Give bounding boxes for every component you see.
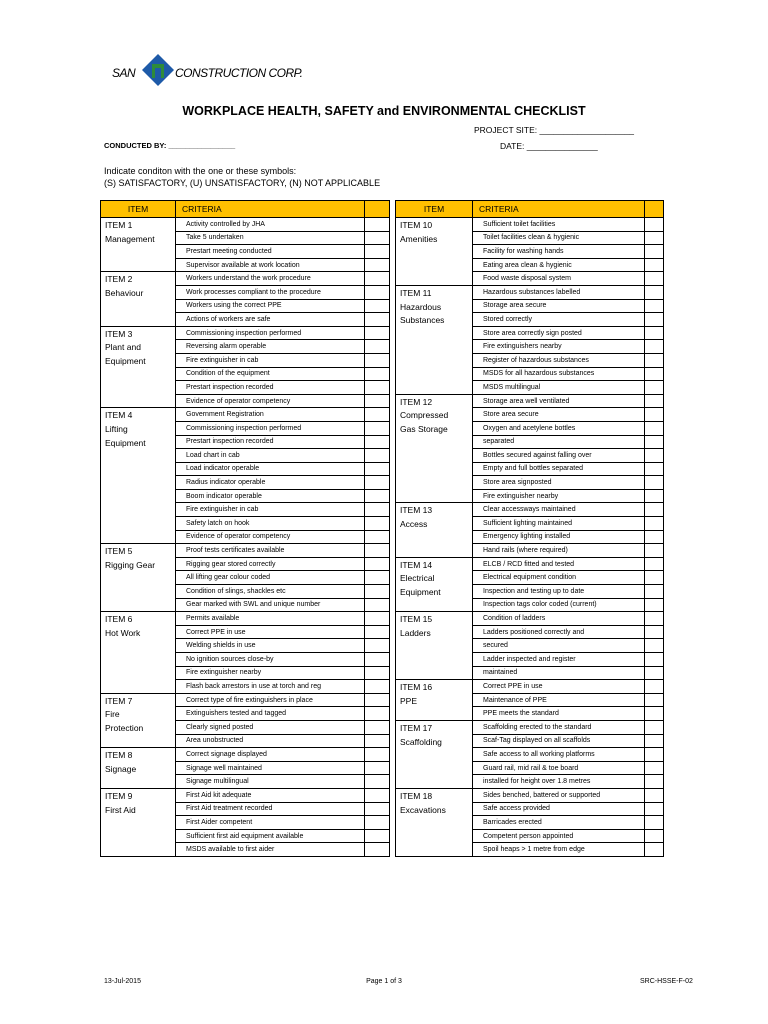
status-cell[interactable]	[645, 218, 664, 232]
status-cell[interactable]	[645, 598, 664, 612]
criteria-cell: Rigging gear stored correctly	[176, 557, 365, 571]
status-cell[interactable]	[645, 829, 664, 843]
status-cell[interactable]	[365, 408, 390, 422]
criteria-cell: Fire extinguisher nearby	[473, 489, 645, 503]
instruction-line: Indicate conditon with the one or these symbols:	[104, 166, 297, 176]
item-label-line: Lifting	[105, 423, 128, 434]
table-row	[396, 612, 664, 626]
status-cell[interactable]	[645, 517, 664, 531]
criteria-cell: Area unobstructed	[176, 734, 365, 748]
item-label-line: Equipment	[105, 437, 146, 448]
status-cell[interactable]	[645, 625, 664, 639]
item-label	[101, 748, 176, 789]
status-cell[interactable]	[365, 680, 390, 694]
criteria-cell: First Aider competent	[176, 816, 365, 830]
criteria-cell: Extinguishers tested and tagged	[176, 707, 365, 721]
status-cell[interactable]	[365, 326, 390, 340]
status-cell[interactable]	[365, 625, 390, 639]
criteria-cell: Sides benched, battered or supported	[473, 788, 645, 802]
criteria-cell: Register of hazardous substances	[473, 353, 645, 367]
criteria-cell: Ladder inspected and register	[473, 653, 645, 667]
criteria-cell: ELCB / RCD fitted and tested	[473, 557, 645, 571]
criteria-cell: Supervisor available at work location	[176, 258, 365, 272]
criteria-cell: Work processes compliant to the procedure	[176, 285, 365, 299]
status-cell[interactable]	[365, 693, 390, 707]
item-label	[396, 285, 473, 394]
item-label	[101, 326, 176, 408]
criteria-cell: MSDS multilingual	[473, 381, 645, 395]
criteria-cell: Reversing alarm operable	[176, 340, 365, 354]
status-cell[interactable]	[365, 748, 390, 762]
document-title: WORKPLACE HEALTH, SAFETY and ENVIRONMENTAL CHECKLIST	[182, 104, 586, 118]
item-label-line: Equipment	[400, 587, 441, 598]
criteria-cell: Prestart inspection recorded	[176, 435, 365, 449]
criteria-cell: Commissioning inspection performed	[176, 421, 365, 435]
status-cell[interactable]	[645, 788, 664, 802]
status-cell[interactable]	[645, 530, 664, 544]
criteria-cell: Competent person appointed	[473, 829, 645, 843]
criteria-cell: First Aid kit adequate	[176, 788, 365, 802]
criteria-cell: Signage multilingual	[176, 775, 365, 789]
status-cell[interactable]	[365, 843, 390, 857]
criteria-cell: Boom indicator operable	[176, 489, 365, 503]
item-label-line: ITEM 14	[400, 559, 433, 570]
status-cell[interactable]	[645, 557, 664, 571]
criteria-cell: MSDS for all hazardous substances	[473, 367, 645, 381]
status-cell[interactable]	[365, 557, 390, 571]
criteria-cell: Permits available	[176, 612, 365, 626]
criteria-cell: Maintenance of PPE	[473, 693, 645, 707]
status-cell[interactable]	[645, 503, 664, 517]
criteria-cell: Guard rail, mid rail & toe board	[473, 761, 645, 775]
status-cell[interactable]	[645, 775, 664, 789]
table-row	[101, 326, 390, 340]
item-label	[101, 788, 176, 856]
criteria-cell: separated	[473, 435, 645, 449]
status-cell[interactable]	[365, 462, 390, 476]
status-cell[interactable]	[365, 666, 390, 680]
criteria-cell: Take 5 undertaken	[176, 231, 365, 245]
item-label-line: Plant and	[105, 342, 141, 353]
item-label	[101, 408, 176, 544]
criteria-cell: Facility for washing hands	[473, 245, 645, 259]
criteria-cell: Load indicator operable	[176, 462, 365, 476]
item-label-line: Compressed	[400, 410, 449, 421]
item-label-line: Scaffolding	[400, 736, 442, 747]
table-row	[396, 285, 664, 299]
criteria-cell: Prestart meeting conducted	[176, 245, 365, 259]
item-label-line: Fire	[105, 709, 120, 720]
criteria-cell: Workers using the correct PPE	[176, 299, 365, 313]
table-row	[101, 544, 390, 558]
criteria-cell: Hazardous substances labelled	[473, 285, 645, 299]
status-cell[interactable]	[365, 353, 390, 367]
criteria-cell: Activity controlled by JHA	[176, 218, 365, 232]
status-cell[interactable]	[645, 748, 664, 762]
criteria-cell: Storage area secure	[473, 299, 645, 313]
criteria-cell: Load chart in cab	[176, 449, 365, 463]
checklist-table-right	[395, 200, 664, 857]
criteria-cell: Proof tests certificates available	[176, 544, 365, 558]
criteria-cell: Commissioning inspection performed	[176, 326, 365, 340]
table-row	[396, 720, 664, 734]
item-label-line: ITEM 6	[105, 614, 133, 625]
criteria-cell: Fire extinguisher in cab	[176, 503, 365, 517]
item-label	[101, 612, 176, 694]
table-row	[396, 394, 664, 408]
item-label-line: ITEM 3	[105, 328, 133, 339]
criteria-cell: Fire extinguishers nearby	[473, 340, 645, 354]
status-cell[interactable]	[645, 544, 664, 558]
status-cell[interactable]	[645, 693, 664, 707]
project-site-field[interactable]: PROJECT SITE: ____________________	[474, 125, 635, 135]
table-row	[396, 503, 664, 517]
criteria-cell: Inspection and testing up to date	[473, 585, 645, 599]
item-label-line: PPE	[400, 695, 418, 706]
criteria-cell: Sufficient first aid equipment available	[176, 829, 365, 843]
item-label	[396, 788, 473, 856]
item-label-line: ITEM 10	[400, 220, 433, 230]
status-cell[interactable]	[365, 394, 390, 408]
criteria-cell: Inspection tags color coded (current)	[473, 598, 645, 612]
criteria-cell: Eating area clean & hygienic	[473, 258, 645, 272]
instructions	[104, 165, 380, 189]
status-cell[interactable]	[365, 299, 390, 313]
status-cell[interactable]	[365, 598, 390, 612]
status-cell[interactable]	[365, 734, 390, 748]
status-cell[interactable]	[365, 775, 390, 789]
status-cell[interactable]	[365, 829, 390, 843]
item-label-line: ITEM 9	[105, 790, 133, 801]
criteria-cell: Actions of workers are safe	[176, 313, 365, 327]
status-cell[interactable]	[645, 449, 664, 463]
item-label	[396, 720, 473, 788]
item-label-line: ITEM 17	[400, 722, 433, 733]
status-cell[interactable]	[365, 231, 390, 245]
status-cell[interactable]	[365, 272, 390, 286]
footer-date: 13-Jul-2015	[104, 978, 141, 985]
criteria-cell: maintained	[473, 666, 645, 680]
criteria-cell: Clear accessways maintained	[473, 503, 645, 517]
status-cell[interactable]	[365, 653, 390, 667]
status-cell[interactable]	[365, 517, 390, 531]
status-cell[interactable]	[365, 258, 390, 272]
criteria-cell: Electrical equipment condition	[473, 571, 645, 585]
criteria-cell: Store area secure	[473, 408, 645, 422]
status-cell[interactable]	[365, 421, 390, 435]
criteria-cell: Safe access provided	[473, 802, 645, 816]
table-row	[101, 408, 390, 422]
criteria-cell: Food waste disposal system	[473, 272, 645, 286]
criteria-cell: First Aid treatment recorded	[176, 802, 365, 816]
item-label-line: Ladders	[400, 627, 431, 638]
status-cell[interactable]	[645, 245, 664, 259]
criteria-cell: Store area signposted	[473, 476, 645, 490]
status-cell[interactable]	[645, 612, 664, 626]
criteria-cell: Evidence of operator competency	[176, 530, 365, 544]
criteria-cell: Sufficient lighting maintained	[473, 517, 645, 531]
status-cell[interactable]	[365, 612, 390, 626]
item-label-line: ITEM 12	[400, 396, 433, 407]
criteria-cell: Gear marked with SWL and unique number	[176, 598, 365, 612]
item-header: ITEM	[396, 201, 473, 218]
status-cell[interactable]	[645, 285, 664, 299]
criteria-cell: Condition of the equipment	[176, 367, 365, 381]
criteria-cell: All lifting gear colour coded	[176, 571, 365, 585]
status-cell[interactable]	[645, 435, 664, 449]
criteria-cell: Toilet facilities clean & hygienic	[473, 231, 645, 245]
status-cell[interactable]	[365, 639, 390, 653]
status-cell[interactable]	[365, 285, 390, 299]
criteria-cell: Storage area well ventilated	[473, 394, 645, 408]
criteria-header: CRITERIA	[176, 201, 365, 218]
criteria-cell: Stored correctly	[473, 313, 645, 327]
item-label-line: Hazardous	[400, 301, 442, 312]
status-cell[interactable]	[365, 340, 390, 354]
criteria-cell: Emergency lighting installed	[473, 530, 645, 544]
item-label-line: Equipment	[105, 355, 146, 366]
criteria-cell: Barricades erected	[473, 816, 645, 830]
item-label	[396, 503, 473, 557]
status-cell[interactable]	[645, 326, 664, 340]
logo-text-left: SAN	[112, 66, 136, 80]
criteria-cell: Scaf-Tag displayed on all scaffolds	[473, 734, 645, 748]
criteria-cell: Condition of slings, shackles etc	[176, 585, 365, 599]
item-label-line: ITEM 18	[400, 790, 433, 801]
status-cell[interactable]	[645, 720, 664, 734]
item-label-line: ITEM 16	[400, 682, 433, 693]
item-label	[396, 612, 473, 680]
table-row	[101, 788, 390, 802]
item-label-line: Gas Storage	[400, 423, 448, 434]
item-label-line: Substances	[400, 315, 445, 326]
criteria-cell: PPE meets the standard	[473, 707, 645, 721]
criteria-cell: secured	[473, 639, 645, 653]
status-cell[interactable]	[645, 734, 664, 748]
status-cell[interactable]	[645, 272, 664, 286]
status-cell[interactable]	[645, 258, 664, 272]
status-header	[365, 201, 390, 218]
footer-code: SRC-HSSE-F-02	[640, 978, 693, 985]
criteria-cell: Correct type of fire extinguishers in place	[176, 693, 365, 707]
item-label	[396, 557, 473, 611]
status-cell[interactable]	[365, 707, 390, 721]
status-header	[645, 201, 664, 218]
status-cell[interactable]	[645, 408, 664, 422]
criteria-cell: Fire extinguisher nearby	[176, 666, 365, 680]
criteria-cell: Empty and full bottles separated	[473, 462, 645, 476]
item-label-line: ITEM 11	[400, 287, 432, 298]
status-cell[interactable]	[365, 816, 390, 830]
criteria-cell: Evidence of operator competency	[176, 394, 365, 408]
criteria-cell: Correct PPE in use	[176, 625, 365, 639]
item-label-line: Electrical	[400, 573, 435, 584]
criteria-cell: Scaffolding erected to the standard	[473, 720, 645, 734]
status-cell[interactable]	[365, 503, 390, 517]
item-label	[101, 272, 176, 326]
status-cell[interactable]	[365, 449, 390, 463]
status-cell[interactable]	[365, 544, 390, 558]
criteria-cell: Fire extinguisher in cab	[176, 353, 365, 367]
status-cell[interactable]	[645, 476, 664, 490]
status-cell[interactable]	[645, 802, 664, 816]
status-cell[interactable]	[365, 245, 390, 259]
table-row	[101, 748, 390, 762]
criteria-cell: Workers understand the work procedure	[176, 272, 365, 286]
criteria-cell: Ladders positioned correctly and	[473, 625, 645, 639]
status-cell[interactable]	[365, 367, 390, 381]
status-cell[interactable]	[645, 421, 664, 435]
table-row	[101, 693, 390, 707]
status-cell[interactable]	[365, 585, 390, 599]
item-label-line: Signage	[105, 763, 137, 774]
status-cell[interactable]	[365, 530, 390, 544]
item-label-line: Behaviour	[105, 287, 144, 298]
status-cell[interactable]	[645, 381, 664, 395]
status-cell[interactable]	[645, 816, 664, 830]
criteria-cell: Bottles secured against falling over	[473, 449, 645, 463]
checklist-table-left	[100, 200, 390, 857]
criteria-cell: Oxygen and acetylene bottles	[473, 421, 645, 435]
criteria-cell: Prestart inspection recorded	[176, 381, 365, 395]
status-cell[interactable]	[645, 489, 664, 503]
table-row	[396, 788, 664, 802]
table-row	[101, 218, 390, 232]
status-cell[interactable]	[645, 653, 664, 667]
status-cell[interactable]	[645, 367, 664, 381]
item-label-line: Excavations	[400, 804, 446, 815]
logo-text-right: CONSTRUCTION CORP.	[175, 66, 303, 80]
criteria-cell: Spoil heaps > 1 metre from edge	[473, 843, 645, 857]
status-cell[interactable]	[365, 489, 390, 503]
item-label-line: Amenities	[400, 233, 438, 244]
criteria-cell: Safety latch on hook	[176, 517, 365, 531]
criteria-cell: Correct signage displayed	[176, 748, 365, 762]
table-row	[101, 272, 390, 286]
criteria-cell: Welding shields in use	[176, 639, 365, 653]
footer-page: Page 1 of 3	[366, 978, 402, 985]
status-cell[interactable]	[645, 353, 664, 367]
item-header: ITEM	[101, 201, 176, 218]
item-label-line: ITEM 15	[400, 614, 433, 625]
criteria-cell: Sufficient toilet facilities	[473, 218, 645, 232]
status-cell[interactable]	[365, 761, 390, 775]
criteria-cell: Condition of ladders	[473, 612, 645, 626]
item-label-line: ITEM 4	[105, 410, 133, 421]
criteria-cell: Correct PPE in use	[473, 680, 645, 694]
status-cell[interactable]	[645, 639, 664, 653]
status-cell[interactable]	[365, 571, 390, 585]
item-label-line: Rigging Gear	[105, 559, 156, 570]
item-label	[101, 218, 176, 272]
status-cell[interactable]	[645, 299, 664, 313]
item-label-line: ITEM 8	[105, 750, 133, 761]
criteria-cell: MSDS available to first aider	[176, 843, 365, 857]
criteria-cell: Government Registration	[176, 408, 365, 422]
logo-mark-icon	[142, 54, 174, 86]
criteria-cell: Safe access to all working platforms	[473, 748, 645, 762]
status-cell[interactable]	[645, 666, 664, 680]
item-label	[396, 394, 473, 503]
item-label-line: Hot Work	[105, 627, 141, 638]
conducted-by-field[interactable]: CONDUCTED BY: ________________	[104, 141, 236, 150]
item-label-line: ITEM 1	[105, 220, 133, 230]
instruction-line: (S) SATISFACTORY, (U) UNSATISFACTORY, (N) NOT APPLICABLE	[104, 178, 381, 188]
item-label-line: First Aid	[105, 804, 136, 815]
item-label-line: ITEM 7	[105, 695, 133, 706]
status-cell[interactable]	[645, 680, 664, 694]
criteria-cell: Signage well maintained	[176, 761, 365, 775]
criteria-cell: Clearly signed posted	[176, 720, 365, 734]
status-cell[interactable]	[645, 313, 664, 327]
item-label-line: Access	[400, 519, 428, 530]
table-row	[396, 680, 664, 694]
item-label	[101, 544, 176, 612]
status-cell[interactable]	[645, 843, 664, 857]
date-field[interactable]: DATE: _______________	[500, 141, 598, 151]
status-cell[interactable]	[645, 231, 664, 245]
status-cell[interactable]	[365, 435, 390, 449]
status-cell[interactable]	[645, 571, 664, 585]
criteria-cell: No ignition sources close-by	[176, 653, 365, 667]
item-label-line: ITEM 2	[105, 274, 133, 285]
company-logo	[112, 52, 312, 96]
criteria-cell: Radius indicator operable	[176, 476, 365, 490]
status-cell[interactable]	[365, 720, 390, 734]
criteria-cell: Flash back arrestors in use at torch and reg	[176, 680, 365, 694]
status-cell[interactable]	[645, 761, 664, 775]
status-cell[interactable]	[645, 585, 664, 599]
item-label	[101, 693, 176, 747]
status-cell[interactable]	[365, 788, 390, 802]
status-cell[interactable]	[645, 707, 664, 721]
criteria-cell: Store area correctly sign posted	[473, 326, 645, 340]
status-cell[interactable]	[645, 394, 664, 408]
table-row	[101, 612, 390, 626]
item-label-line: Protection	[105, 722, 144, 733]
criteria-cell: installed for height over 1.8 metres	[473, 775, 645, 789]
status-cell[interactable]	[365, 476, 390, 490]
status-cell[interactable]	[365, 802, 390, 816]
item-label-line: ITEM 13	[400, 505, 433, 516]
status-cell[interactable]	[645, 462, 664, 476]
table-row	[396, 557, 664, 571]
item-label	[396, 680, 473, 721]
status-cell[interactable]	[365, 313, 390, 327]
table-row	[396, 218, 664, 232]
item-label	[396, 218, 473, 286]
item-label-line: Management	[105, 233, 155, 244]
criteria-header: CRITERIA	[473, 201, 645, 218]
status-cell[interactable]	[645, 340, 664, 354]
item-label-line: ITEM 5	[105, 546, 133, 557]
criteria-cell: Hand rails (where required)	[473, 544, 645, 558]
status-cell[interactable]	[365, 381, 390, 395]
status-cell[interactable]	[365, 218, 390, 232]
